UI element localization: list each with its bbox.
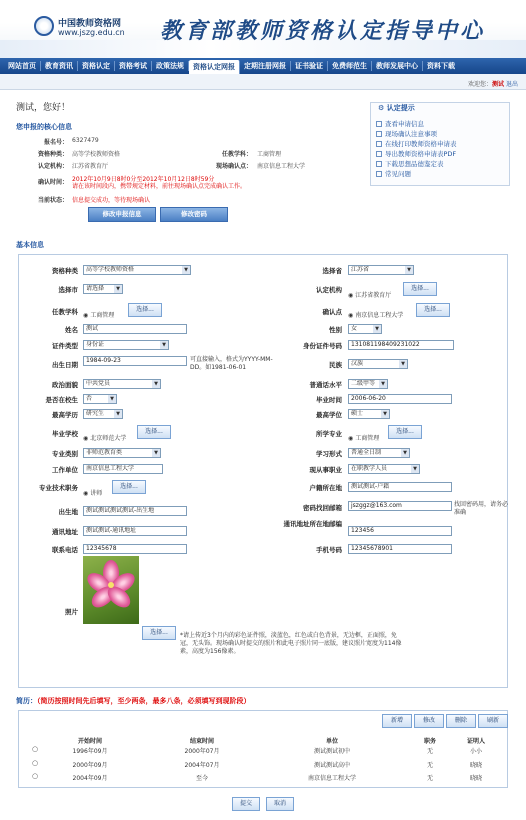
site-title: 教育部教师资格认定指导中心 — [160, 18, 486, 44]
history-title-text: 简历： — [16, 697, 37, 705]
main-nav — [0, 58, 526, 74]
gradtime-label: 毕业时间 — [316, 396, 342, 404]
prov-label: 选择省 — [322, 267, 342, 275]
history-row-1-unit: 测试测试初中 — [313, 748, 350, 755]
nav-verify[interactable]: 证书验证 — [291, 61, 328, 71]
history-header-start: 开始时间 — [77, 738, 102, 745]
city-label: 选择市 — [58, 286, 78, 294]
core-subject-label: 任教学科： — [221, 151, 252, 158]
hint-title-text: 认定提示 — [386, 104, 415, 112]
basic-info-title: 基本信息 — [16, 241, 44, 249]
site-select-button[interactable]: 选择... — [416, 303, 450, 317]
sex-label: 性别 — [329, 326, 342, 334]
phone-label: 联系电话 — [52, 546, 78, 554]
birth-hint: 可直接输入，格式为YYYY-MM-DD。如1981-06-01 — [190, 356, 273, 371]
study-label: 学习形式 — [316, 450, 342, 458]
hukou-input[interactable]: 测试测试-户籍 — [348, 482, 452, 492]
nav-home[interactable]: 网站首页 — [4, 61, 41, 71]
core-time-note: 请在该时间段内，携带规定材料，前往现场确认点完成确认工作。 — [72, 183, 247, 190]
majtype-select[interactable]: 非师范教育类 ▼ — [83, 448, 161, 458]
nation-select[interactable]: 汉族 ▼ — [348, 359, 408, 369]
core-site-value: 南京信息工程大学 — [257, 163, 306, 170]
nav-registration[interactable]: 定期注册网报 — [240, 61, 291, 71]
mandarin-select[interactable]: 二级甲等 ▼ — [348, 379, 388, 389]
qual-label: 资格种类 — [52, 267, 78, 275]
subject-select-button[interactable]: 选择... — [128, 303, 162, 317]
nav-download[interactable]: 资料下载 — [427, 62, 455, 70]
mail-label: 通讯地址 — [52, 528, 78, 536]
org-label: 认定机构 — [316, 286, 342, 294]
hint-site-notes[interactable]: 现场确认注意事项 — [376, 129, 437, 138]
core-site-label: 现场确认点： — [215, 163, 252, 170]
history-row-2-unit: 测试测试高中 — [313, 762, 350, 769]
school-select-button[interactable]: 选择... — [137, 425, 171, 439]
pwdmail-label: 密码找回邮箱 — [303, 504, 342, 512]
applicant-photo — [83, 556, 139, 624]
hukou-label: 户籍所在地 — [309, 484, 342, 492]
history-row-3-witness: 晓晓 — [469, 775, 482, 782]
core-id-label: 报名号： — [43, 139, 68, 146]
title-radio[interactable]: ◉ 讲师 — [83, 488, 102, 497]
address-input[interactable]: 测试测试测试测试-出生地 — [83, 506, 187, 516]
mandarin-label: 普通话水平 — [309, 381, 342, 389]
nav-news[interactable]: 教育资讯 — [41, 61, 78, 71]
cancel-button[interactable]: 取消 — [266, 797, 294, 811]
history-edit-button[interactable]: 修改 — [414, 714, 444, 728]
phone-input[interactable]: 12345678 — [83, 544, 187, 554]
subject-label: 任教学科 — [52, 308, 78, 316]
history-note: （简历按照时间先后填写，至少两条，最多八条，必须填写到现阶段） — [37, 697, 251, 705]
history-header-end: 结束时间 — [189, 738, 214, 745]
photo-select-button[interactable]: 选择... — [142, 626, 176, 640]
hint-gear-icon: ⚙ — [378, 104, 385, 112]
history-row-2-witness: 晓晓 — [469, 762, 482, 769]
core-type-value: 高等学校教师资格 — [72, 151, 121, 158]
school-radio[interactable]: ◉ 北京师范大学 — [83, 433, 126, 442]
site-radio[interactable]: ◉ 南京信息工程大学 — [348, 310, 403, 319]
pwdmail-input[interactable]: jszggz@163.com — [348, 501, 452, 511]
history-title — [16, 696, 251, 706]
party-select[interactable]: 中共党员 ▼ — [83, 379, 161, 389]
core-time-value: 2012年10月9日8时0分至2012年10月12日8时59分 — [72, 176, 215, 183]
history-row-1-start: 1996年09月 — [72, 748, 108, 755]
nav-free-normal[interactable]: 免费师范生 — [328, 61, 372, 71]
mobile-input[interactable]: 12345678901 — [348, 544, 452, 554]
hint-download-form[interactable]: 下载思想品德鉴定表 — [376, 159, 444, 168]
edu-select[interactable]: 研究生 ▼ — [83, 409, 123, 419]
idtype-label: 证件类型 — [52, 342, 78, 350]
core-time-label: 确认时间： — [37, 179, 68, 186]
core-org-label: 认定机构： — [37, 163, 68, 170]
core-status-label: 当前状态： — [37, 197, 68, 204]
edu-label: 最高学历 — [52, 411, 78, 419]
student-select[interactable]: 否 ▼ — [83, 394, 117, 404]
logo-name: 中国教师资格网 — [58, 19, 122, 29]
work-input[interactable]: 南京信息工程大学 — [83, 464, 163, 474]
history-row-3-end: 至今 — [195, 775, 208, 782]
history-row-3-unit: 南京信息工程大学 — [307, 775, 356, 782]
org-select-button[interactable]: 选择... — [403, 282, 437, 296]
mail-input[interactable]: 测试测试-通讯地址 — [83, 526, 187, 536]
core-info-title: 您申报的核心信息 — [16, 123, 72, 131]
history-add-button[interactable]: 新增 — [382, 714, 412, 728]
address-label: 出生地 — [58, 508, 78, 516]
history-row-2-end: 2004年07月 — [184, 762, 220, 769]
org-radio[interactable]: ◉ 江苏省教育厅 — [348, 290, 391, 299]
gradtime-input[interactable]: 2006-06-20 — [348, 394, 452, 404]
party-label: 政治面貌 — [52, 381, 78, 389]
logo-emblem-icon — [34, 16, 54, 36]
core-subject-value: 工商管理 — [257, 151, 282, 158]
history-header-unit: 单位 — [325, 738, 338, 745]
name-input[interactable]: 测试 — [83, 324, 187, 334]
student-label: 是否在校生 — [45, 396, 78, 404]
name-label: 姓名 — [65, 326, 78, 334]
core-type-label: 资格种类： — [37, 151, 68, 158]
job-label: 现从事职业 — [309, 466, 342, 474]
title-select-button[interactable]: 选择... — [112, 480, 146, 494]
mobile-label: 手机号码 — [316, 546, 342, 554]
history-row-radio[interactable]: ○ — [32, 759, 39, 767]
hint-print-form[interactable]: 在线打印教师资格申请表 — [376, 139, 457, 148]
birth-input[interactable]: 1984-09-23 — [83, 356, 187, 366]
history-header-position: 职务 — [423, 738, 436, 745]
history-header-witness: 证明人 — [466, 738, 485, 745]
city-select[interactable]: 请选择 ▼ — [83, 284, 123, 294]
work-label: 工作单位 — [52, 466, 78, 474]
history-row-1-witness: 小小 — [469, 748, 482, 755]
photo-label: 照片 — [65, 608, 78, 616]
sub-bar — [0, 74, 526, 90]
photo-hint: *请上传近3个月内的彩色证件照，淡蓝色，红色或白色背景，无边框，正面照，免冠，无头饰。现场确认时提交的照片和此电子照片同一底版，建议照片宽度为114像素，高度为156像素。 — [180, 632, 402, 655]
nav-certification[interactable]: 资格认定 — [78, 61, 115, 71]
qual-select[interactable]: 高等学校教师资格 ▼ — [83, 265, 191, 275]
birth-label: 出生日期 — [52, 361, 78, 369]
major-select-button[interactable]: 选择... — [388, 425, 422, 439]
logout-link[interactable]: 退出 — [505, 81, 518, 88]
history-delete-button[interactable]: 删除 — [446, 714, 476, 728]
history-row-2-position: 无 — [426, 762, 433, 769]
idtype-select[interactable]: 身份证 ▼ — [83, 340, 169, 350]
history-row-radio[interactable]: ○ — [32, 772, 39, 780]
major-label: 所学专业 — [316, 430, 342, 438]
subject-radio[interactable]: ◉ 工商管理 — [83, 310, 114, 319]
zip-label: 通讯地址所在地邮编 — [283, 520, 342, 528]
history-row-radio[interactable]: ○ — [32, 745, 39, 753]
welcome-prefix: 欢迎您： — [468, 81, 493, 88]
welcome-bar — [468, 79, 518, 88]
logo-url: www.jszg.edu.cn — [58, 28, 125, 37]
hint-title — [378, 103, 415, 113]
history-row-3-position: 无 — [426, 775, 433, 782]
degree-label: 最高学位 — [316, 411, 342, 419]
degree-select[interactable]: 硕士 ▼ — [348, 409, 390, 419]
school-label: 毕业学校 — [52, 430, 78, 438]
greeting: 测试，您好！ — [16, 103, 71, 113]
core-id-value: 6327479 — [72, 137, 99, 144]
hint-view-application[interactable]: 查看申请信息 — [376, 119, 424, 128]
history-row-1-end: 2000年07月 — [184, 748, 220, 755]
nav-teacher-dev[interactable]: 教师发展中心 — [372, 61, 423, 71]
nav-policy[interactable]: 政策法规 — [152, 61, 189, 71]
welcome-user: 测试 — [492, 81, 505, 88]
change-password-button[interactable]: 修改密码 — [160, 207, 228, 222]
history-row-2-start: 2000年09月 — [72, 762, 108, 769]
title-label: 专业技术职务 — [39, 484, 78, 492]
job-select[interactable]: 在职教学人员 ▼ — [348, 464, 420, 474]
history-row-3-start: 2004年09月 — [72, 775, 108, 782]
nav-exam[interactable]: 资格考试 — [115, 61, 152, 71]
hint-export-pdf[interactable]: 导出教师资格申请表PDF — [376, 149, 456, 158]
prov-select[interactable]: 江苏省 ▼ — [348, 265, 414, 275]
core-org-value: 江苏省教育厅 — [72, 163, 109, 170]
study-select[interactable]: 普通全日制 ▼ — [348, 448, 410, 458]
nation-label: 民族 — [329, 361, 342, 369]
idno-input[interactable]: 131081198409231022 — [348, 340, 454, 350]
idno-label: 身份证件号码 — [303, 342, 342, 350]
nav-online-apply[interactable]: 资格认定网报 — [189, 60, 240, 74]
core-status-value: 信息提交成功，等待现场确认 — [72, 197, 151, 204]
history-refresh-button[interactable]: 刷新 — [478, 714, 508, 728]
pwdmail-hint: 找回密码用，请务必准确 — [454, 501, 509, 516]
site-label: 确认点 — [322, 308, 342, 316]
zip-input[interactable]: 123456 — [348, 526, 452, 536]
majtype-label: 专业类别 — [52, 450, 78, 458]
major-radio[interactable]: ◉ 工商管理 — [348, 433, 379, 442]
edit-info-button[interactable]: 修改申报信息 — [88, 207, 156, 222]
history-row-1-position: 无 — [426, 748, 433, 755]
hint-faq[interactable]: 常见问题 — [376, 169, 411, 178]
sex-select[interactable]: 女 ▼ — [348, 324, 382, 334]
submit-button[interactable]: 提交 — [232, 797, 260, 811]
